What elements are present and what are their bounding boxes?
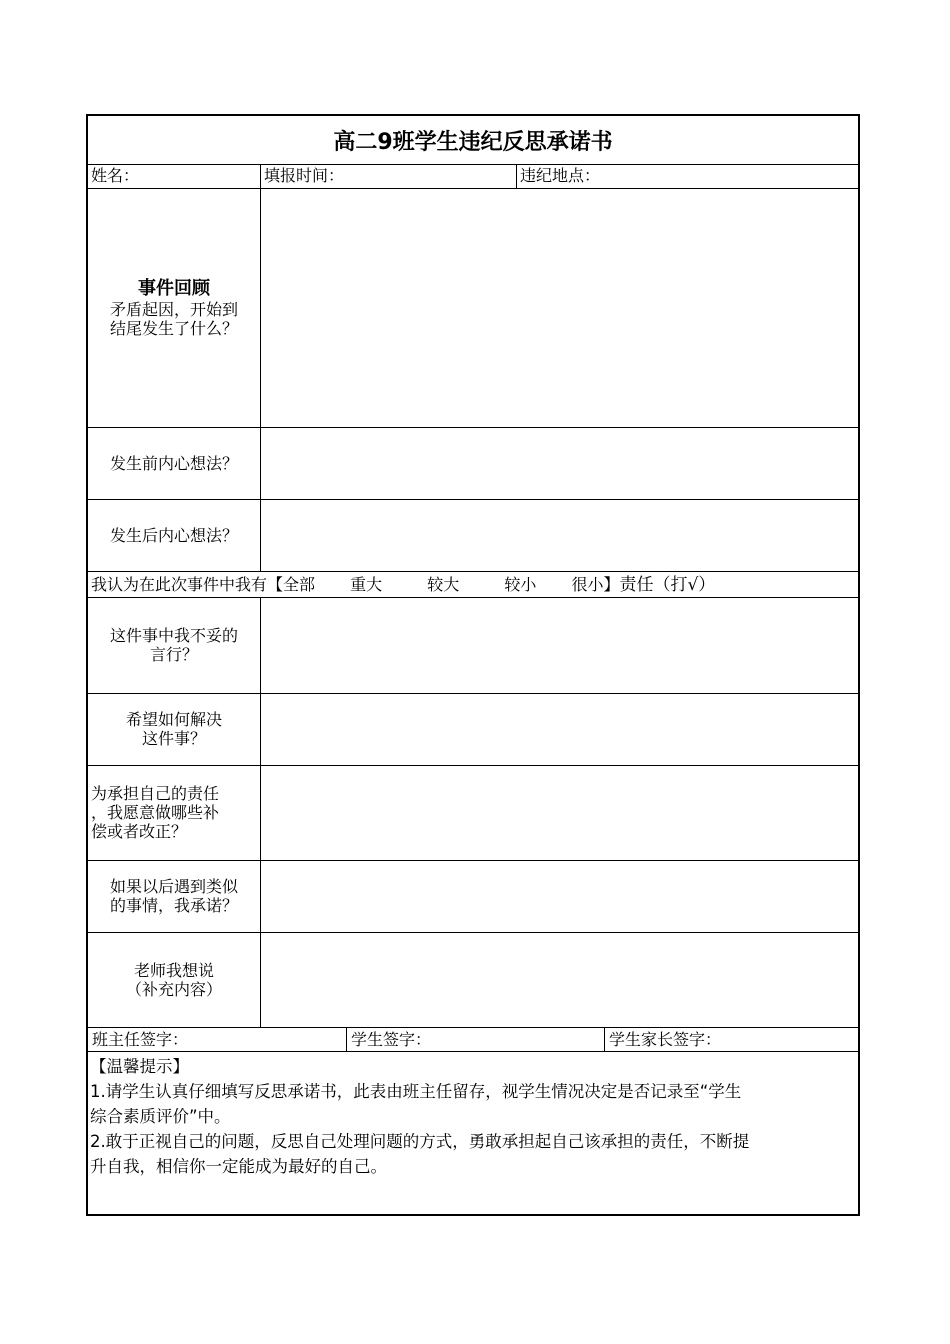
improper-conduct-line: 这件事中我不妥的 <box>109 626 238 645</box>
responsibility-row <box>88 572 858 598</box>
before-thoughts-text: 发生前内心想法？ <box>109 453 238 473</box>
event-review-answer-area[interactable] <box>261 188 860 427</box>
teacher-note-label <box>88 932 260 1027</box>
form-title: 高二9班学生违纪反思承诺书 <box>333 129 613 155</box>
responsibility-prefix: 我认为在此次事件中我有【全部 <box>91 575 316 594</box>
promise-answer-area[interactable] <box>261 860 860 932</box>
head-teacher-signature-label: 班主任签字： <box>92 1030 189 1049</box>
event-review-prompt-line: 结尾发生了什么？ <box>109 318 238 338</box>
tip-line: 2.敢于正视自己的问题，反思自己处理问题的方式，勇敢承担起自己该承担的责任，不断提 <box>90 1132 750 1151</box>
improper-conduct-label <box>88 597 260 693</box>
resolve-answer-area[interactable] <box>261 693 860 765</box>
tip-line: 1.请学生认真仔细填写反思承诺书，此表由班主任留存，视学生情况决定是否记录至“学生 <box>90 1082 742 1101</box>
time-field-label: 填报时间： <box>264 166 345 185</box>
compensate-line: 偿或者改正？ <box>91 822 188 841</box>
tips-section <box>90 1054 854 1179</box>
responsibility-option-more[interactable]: 较大 <box>427 575 460 594</box>
event-review-heading: 事件回顾 <box>138 277 210 299</box>
compensate-answer-area[interactable] <box>261 765 860 860</box>
tip-line: 升自我，相信你一定能成为最好的自己。 <box>90 1157 387 1176</box>
tip-line: 综合素质评价”中。 <box>90 1107 231 1126</box>
teacher-note-line: （补充内容） <box>125 979 222 999</box>
event-review-prompt-line: 矛盾起因，开始到 <box>109 299 238 319</box>
after-thoughts-text: 发生后内心想法？ <box>109 525 238 545</box>
compensate-label <box>88 765 263 860</box>
reflection-form <box>86 114 860 1216</box>
event-review-label <box>88 188 260 427</box>
promise-label <box>88 860 260 932</box>
tips-heading: 【温馨提示】 <box>90 1057 189 1076</box>
compensate-line: ，我愿意做哪些补 <box>91 803 220 822</box>
after-thoughts-answer-area[interactable] <box>261 499 860 571</box>
responsibility-suffix: 责任（打√） <box>619 575 716 595</box>
before-thoughts-answer-area[interactable] <box>261 427 860 499</box>
improper-conduct-answer-area[interactable] <box>261 597 860 693</box>
name-field-label: 姓名： <box>91 166 140 185</box>
responsibility-option-small[interactable]: 很小】 <box>571 575 620 594</box>
place-field-label: 违纪地点： <box>520 166 601 185</box>
student-signature-label: 学生签字： <box>351 1030 432 1049</box>
resolve-label <box>88 693 260 765</box>
responsibility-option-less[interactable]: 较小 <box>504 575 537 594</box>
resolve-line: 希望如何解决 <box>125 710 222 729</box>
resolve-line: 这件事？ <box>141 729 206 748</box>
parent-signature-label: 学生家长签字： <box>609 1030 722 1049</box>
promise-line: 的事情，我承诺？ <box>109 896 238 915</box>
compensate-line: 为承担自己的责任 <box>91 784 220 803</box>
before-thoughts-label <box>88 427 260 499</box>
after-thoughts-label <box>88 499 260 571</box>
promise-line: 如果以后遇到类似 <box>109 877 238 896</box>
teacher-note-answer-area[interactable] <box>261 932 860 1027</box>
improper-conduct-line: 言行？ <box>149 645 198 664</box>
teacher-note-line: 老师我想说 <box>133 960 214 980</box>
responsibility-option-major[interactable]: 重大 <box>350 575 383 594</box>
